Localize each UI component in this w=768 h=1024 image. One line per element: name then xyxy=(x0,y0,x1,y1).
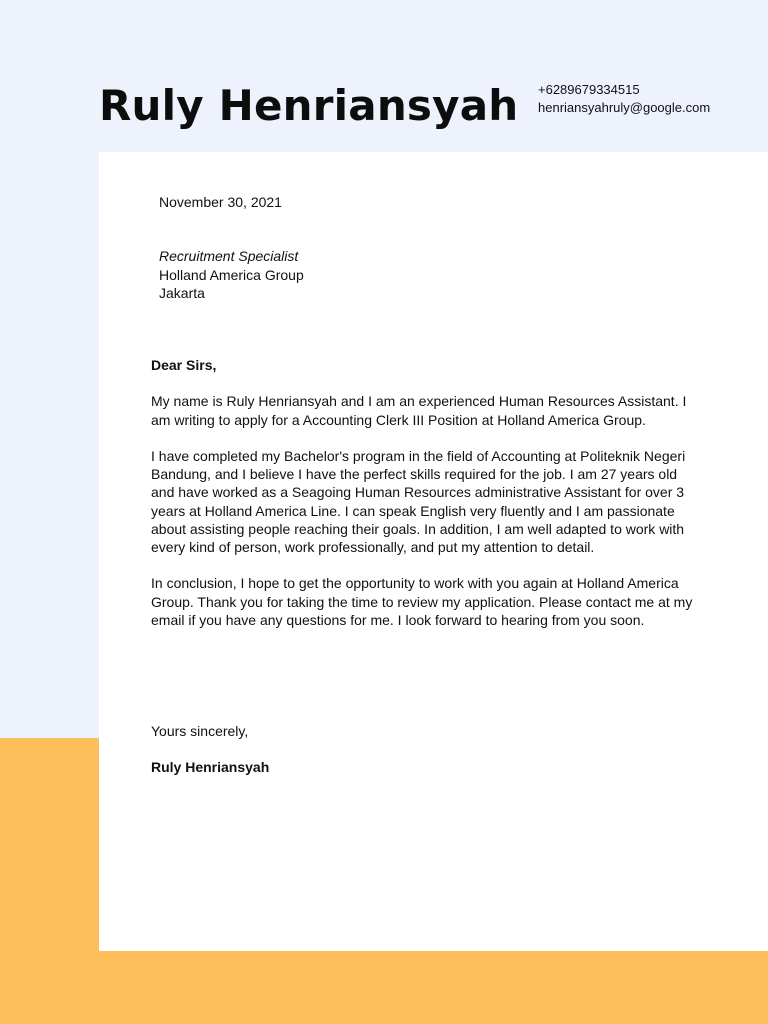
greeting: Dear Sirs, xyxy=(151,357,217,373)
phone-number: +6289679334515 xyxy=(538,82,640,97)
paragraph-intro: My name is Ruly Henriansyah and I am an experienced Human Resources Assistant. I am writing to apply for a Accounting Clerk III Position at Holland America Group. xyxy=(151,393,687,428)
closing: Yours sincerely, xyxy=(151,723,249,739)
letter-date: November 30, 2021 xyxy=(159,194,282,210)
email-address: henriansyahruly@google.com xyxy=(538,100,711,115)
letter-body xyxy=(151,356,696,647)
recipient-company: Holland America Group xyxy=(159,266,304,283)
contact-info xyxy=(538,81,710,117)
paragraph-conclusion: In conclusion, I hope to get the opportunity to work with you again at Holland America Group. Thank you for taking the time to review my application. Please contact me at my email if you have any questions for me. I look forward to hearing from you soon. xyxy=(151,575,693,628)
signature-name: Ruly Henriansyah xyxy=(151,759,270,775)
applicant-name: Ruly Henriansyah xyxy=(99,81,519,130)
recipient-block xyxy=(159,247,304,303)
recipient-city: Jakarta xyxy=(159,285,205,301)
paragraph-qualifications: I have completed my Bachelor's program in the field of Accounting at Politeknik Negeri Bandung, and I believe I have the perfect skills required for the job. I am 27 years old and have worked as a Seagoing Human Resources administrative Assistant for over 3 years at Holland America Line. I can speak English very fluently and I am passionate about assisting people reaching their goals. In addition, I am well adapted to work with every kind of person, work professionally, and put my attention to detail. xyxy=(151,447,686,555)
recipient-role: Recruitment Specialist xyxy=(159,248,299,264)
